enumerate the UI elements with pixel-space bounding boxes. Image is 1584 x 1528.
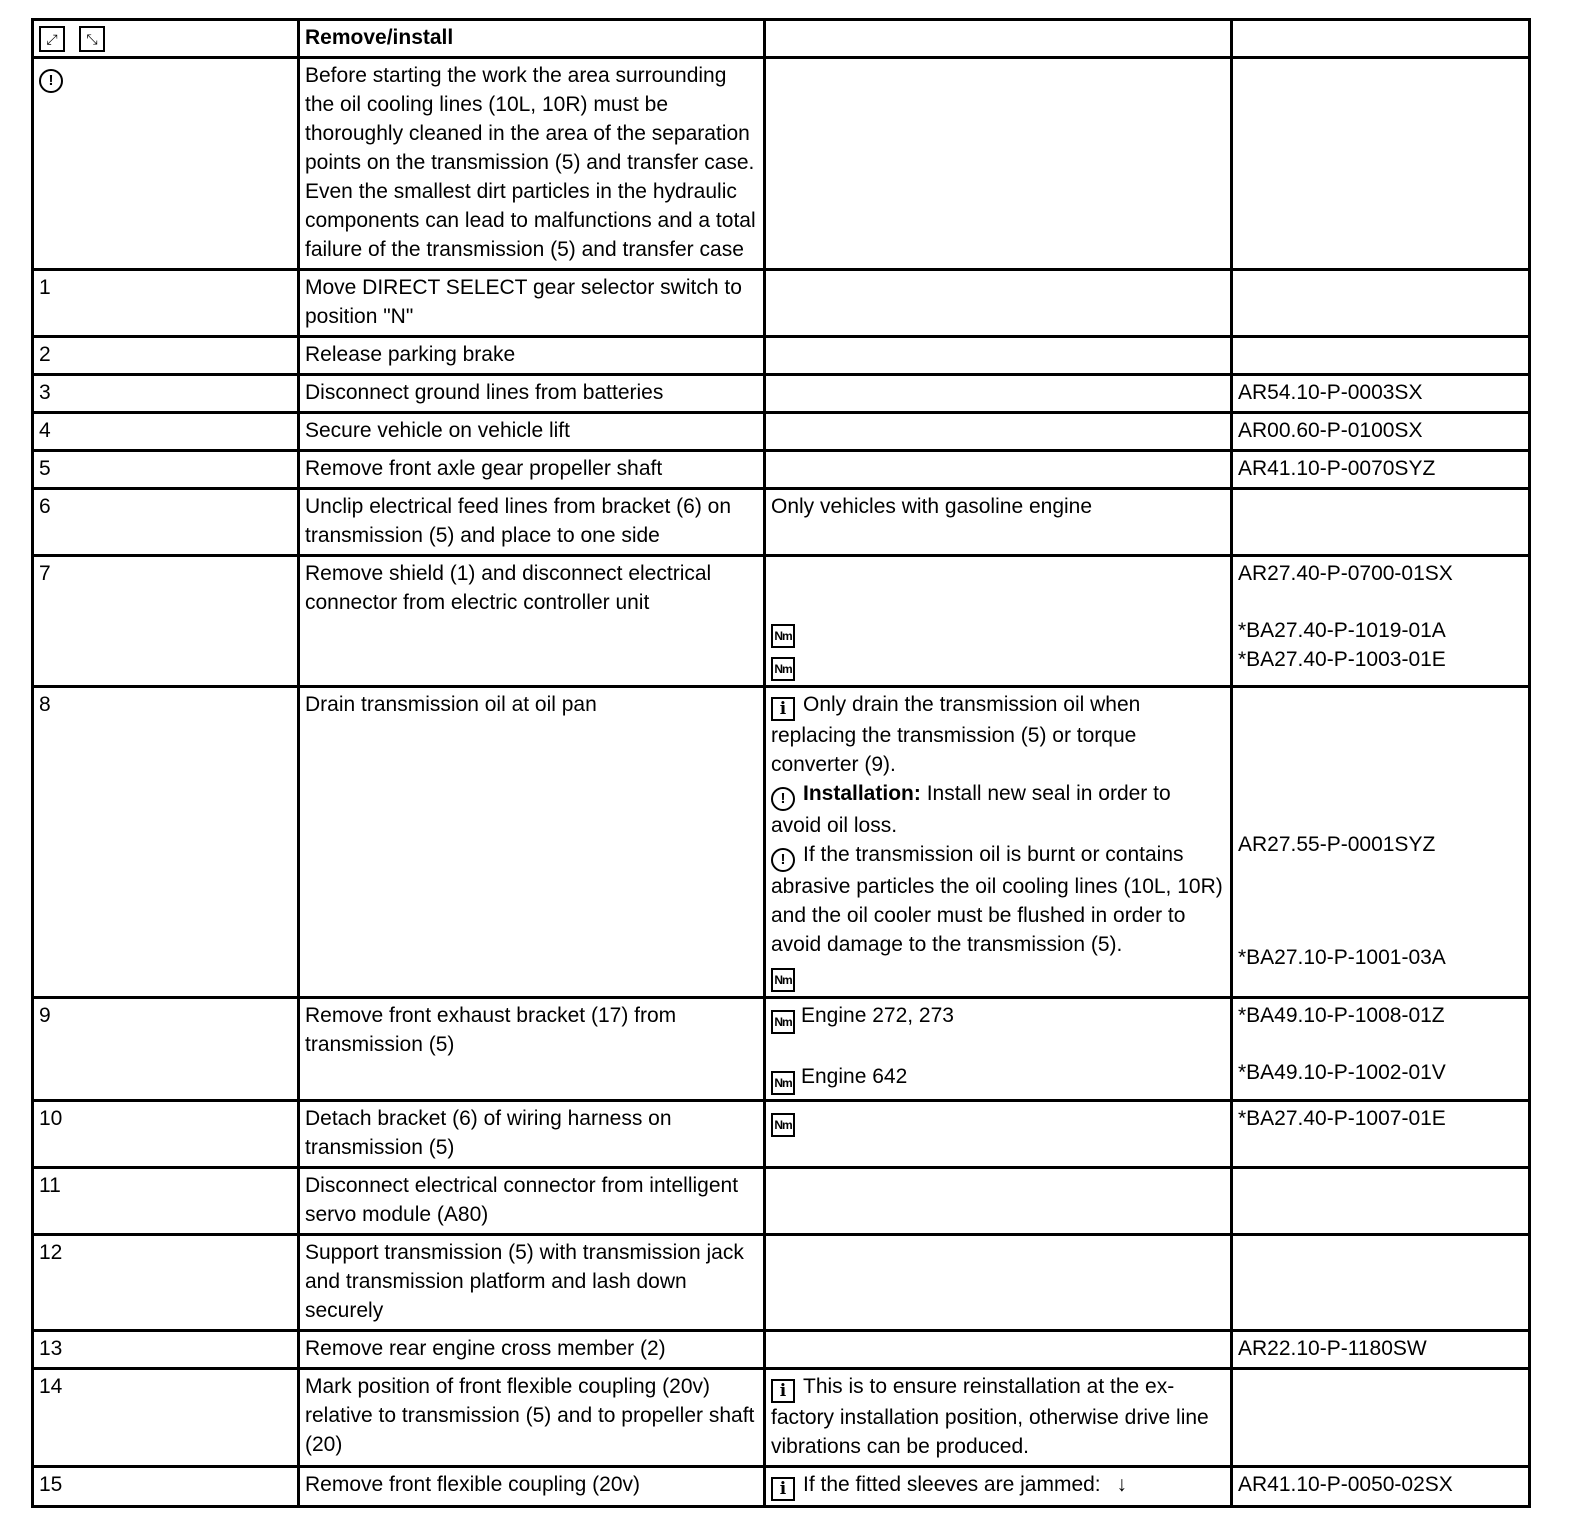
reference-link[interactable]: AR27.40-P-0700-01SX xyxy=(1238,562,1453,585)
step-text: Disconnect electrical connector from intelligent servo module (A80) xyxy=(299,1168,765,1235)
ref-cell xyxy=(1232,1168,1530,1235)
step-number: 4 xyxy=(33,413,299,451)
procedure-table xyxy=(31,18,1531,1508)
table-row xyxy=(33,375,1530,413)
ref-cell xyxy=(1232,270,1530,337)
step-number: 8 xyxy=(33,687,299,998)
step-number: 11 xyxy=(33,1168,299,1235)
step-text: Remove shield (1) and disconnect electrical connector from electric controller unit xyxy=(299,556,765,687)
step-number: 15 xyxy=(33,1467,299,1507)
info-icon[interactable]: i xyxy=(771,1477,795,1501)
step-text: Support transmission (5) with transmission jack and transmission platform and lash down securely xyxy=(299,1235,765,1331)
step-number: 7 xyxy=(33,556,299,687)
note-cell xyxy=(765,375,1232,413)
ref-cell xyxy=(1232,489,1530,556)
note-cell xyxy=(765,687,1232,998)
step-text: Disconnect ground lines from batteries xyxy=(299,375,765,413)
table-row xyxy=(33,1168,1530,1235)
reference-link[interactable]: *BA27.40-P-1003-01E xyxy=(1238,648,1446,671)
table-row xyxy=(33,413,1530,451)
step-number: 10 xyxy=(33,1101,299,1168)
ref-cell xyxy=(1232,1369,1530,1467)
table-row xyxy=(33,1467,1530,1507)
step-note: Install new seal in order to avoid oil loss. xyxy=(771,782,1171,837)
step-text: Mark position of front flexible coupling (20v) relative to transmission (5) and to propeller shaft (20) xyxy=(299,1369,765,1467)
step-number: 9 xyxy=(33,998,299,1101)
note-cell xyxy=(765,1331,1232,1369)
note-cell xyxy=(765,451,1232,489)
table-row xyxy=(33,687,1530,998)
ref-cell xyxy=(1232,1235,1530,1331)
step-text: Remove front axle gear propeller shaft xyxy=(299,451,765,489)
expand-arrows-icon[interactable]: ⤢ xyxy=(39,26,65,52)
ref-cell xyxy=(1232,58,1530,270)
note-cell xyxy=(765,337,1232,375)
step-number: 2 xyxy=(33,337,299,375)
note-cell xyxy=(765,1467,1232,1507)
note-cell xyxy=(765,413,1232,451)
ref-cell xyxy=(1232,337,1530,375)
step-note: Only drain the transmission oil when replacing the transmission (5) or torque converter (9). xyxy=(771,693,1141,776)
step-number-cell xyxy=(33,58,299,270)
table-row xyxy=(33,1101,1530,1168)
torque-icon[interactable]: Nm xyxy=(771,1010,795,1034)
reference-link[interactable]: *BA49.10-P-1002-01V xyxy=(1238,1061,1446,1084)
page-title: Remove/install xyxy=(299,20,765,58)
table-row xyxy=(33,1235,1530,1331)
warning-circle-icon: ! xyxy=(771,787,795,811)
header-empty-cell xyxy=(765,20,1232,58)
step-text: Unclip electrical feed lines from bracket (6) on transmission (5) and place to one side xyxy=(299,489,765,556)
table-row xyxy=(33,1369,1530,1467)
table-row xyxy=(33,489,1530,556)
step-text: Drain transmission oil at oil pan xyxy=(299,687,765,998)
note-cell xyxy=(765,58,1232,270)
step-number: 1 xyxy=(33,270,299,337)
note-cell xyxy=(765,1168,1232,1235)
table-row xyxy=(33,337,1530,375)
step-text: Remove front exhaust bracket (17) from transmission (5) xyxy=(299,998,765,1101)
torque-icon[interactable]: Nm xyxy=(771,657,795,681)
step-number: 3 xyxy=(33,375,299,413)
reference-link[interactable]: AR27.55-P-0001SYZ xyxy=(1238,833,1436,856)
step-number: 13 xyxy=(33,1331,299,1369)
table-row xyxy=(33,556,1530,687)
step-text: Remove front flexible coupling (20v) xyxy=(299,1467,765,1507)
warning-circle-icon: ! xyxy=(771,848,795,872)
arrow-down-icon[interactable]: ↓ xyxy=(1116,1473,1127,1496)
reference-link[interactable]: AR41.10-P-0050-02SX xyxy=(1232,1467,1530,1507)
step-text: Secure vehicle on vehicle lift xyxy=(299,413,765,451)
step-number: 6 xyxy=(33,489,299,556)
torque-icon[interactable]: Nm xyxy=(771,624,795,648)
reference-link[interactable]: AR00.60-P-0100SX xyxy=(1232,413,1530,451)
table-row xyxy=(33,1331,1530,1369)
step-note: This is to ensure reinstallation at the ex-factory installation position, otherwise drive line vibrations can be produced. xyxy=(771,1375,1209,1458)
ref-cell xyxy=(1232,556,1530,687)
step-text: Move DIRECT SELECT gear selector switch to position "N" xyxy=(299,270,765,337)
step-number: 12 xyxy=(33,1235,299,1331)
reference-link[interactable]: AR41.10-P-0070SYZ xyxy=(1232,451,1530,489)
step-number: 5 xyxy=(33,451,299,489)
step-note: Engine 642 xyxy=(801,1065,908,1088)
step-text: Remove rear engine cross member (2) xyxy=(299,1331,765,1369)
torque-icon[interactable]: Nm xyxy=(771,1071,795,1095)
table-row xyxy=(33,270,1530,337)
table-row xyxy=(33,998,1530,1101)
warning-circle-icon: ! xyxy=(39,69,63,93)
step-text: Detach bracket (6) of wiring harness on transmission (5) xyxy=(299,1101,765,1168)
reference-link[interactable]: *BA27.10-P-1001-03A xyxy=(1238,946,1446,969)
step-text: Before starting the work the area surrounding the oil cooling lines (10L, 10R) must be thoroughly cleaned in the area of the separation points on the transmission (5) and transfer case. Even the smallest dirt particles in the hydraulic components can lead to malfunctions and a total failure of the transmission (5) and transfer case xyxy=(299,58,765,270)
ref-cell xyxy=(1232,687,1530,998)
header-icons-cell xyxy=(33,20,299,58)
info-icon[interactable]: i xyxy=(771,1379,795,1403)
reference-link[interactable]: AR22.10-P-1180SW xyxy=(1232,1331,1530,1369)
reference-link[interactable]: AR54.10-P-0003SX xyxy=(1232,375,1530,413)
step-text: Release parking brake xyxy=(299,337,765,375)
step-number: 14 xyxy=(33,1369,299,1467)
step-note: If the fitted sleeves are jammed: xyxy=(803,1473,1101,1496)
header-empty-cell xyxy=(1232,20,1530,58)
table-row xyxy=(33,58,1530,270)
note-cell xyxy=(765,1101,1232,1168)
step-note: Only vehicles with gasoline engine xyxy=(765,489,1232,556)
reference-link[interactable]: *BA27.40-P-1007-01E xyxy=(1232,1101,1530,1168)
header-row xyxy=(33,20,1530,58)
installation-label: Installation: xyxy=(803,782,921,805)
info-icon[interactable]: i xyxy=(771,697,795,721)
note-cell xyxy=(765,1369,1232,1467)
step-note: Engine 272, 273 xyxy=(801,1004,954,1027)
torque-icon[interactable]: Nm xyxy=(771,1113,795,1137)
step-note: If the transmission oil is burnt or contains abrasive particles the oil cooling lines (10L, 10R) and the oil cooler must be flushed in order to avoid damage to the transmission (5). xyxy=(771,843,1223,956)
ref-cell xyxy=(1232,998,1530,1101)
reference-link[interactable]: *BA49.10-P-1008-01Z xyxy=(1238,1004,1445,1027)
table-row xyxy=(33,451,1530,489)
note-cell xyxy=(765,1235,1232,1331)
reference-link[interactable]: *BA27.40-P-1019-01A xyxy=(1238,619,1446,642)
collapse-arrows-icon[interactable]: ⤡ xyxy=(79,26,105,52)
note-cell xyxy=(765,270,1232,337)
torque-icon[interactable]: Nm xyxy=(771,968,795,992)
note-cell xyxy=(765,998,1232,1101)
note-cell xyxy=(765,556,1232,687)
